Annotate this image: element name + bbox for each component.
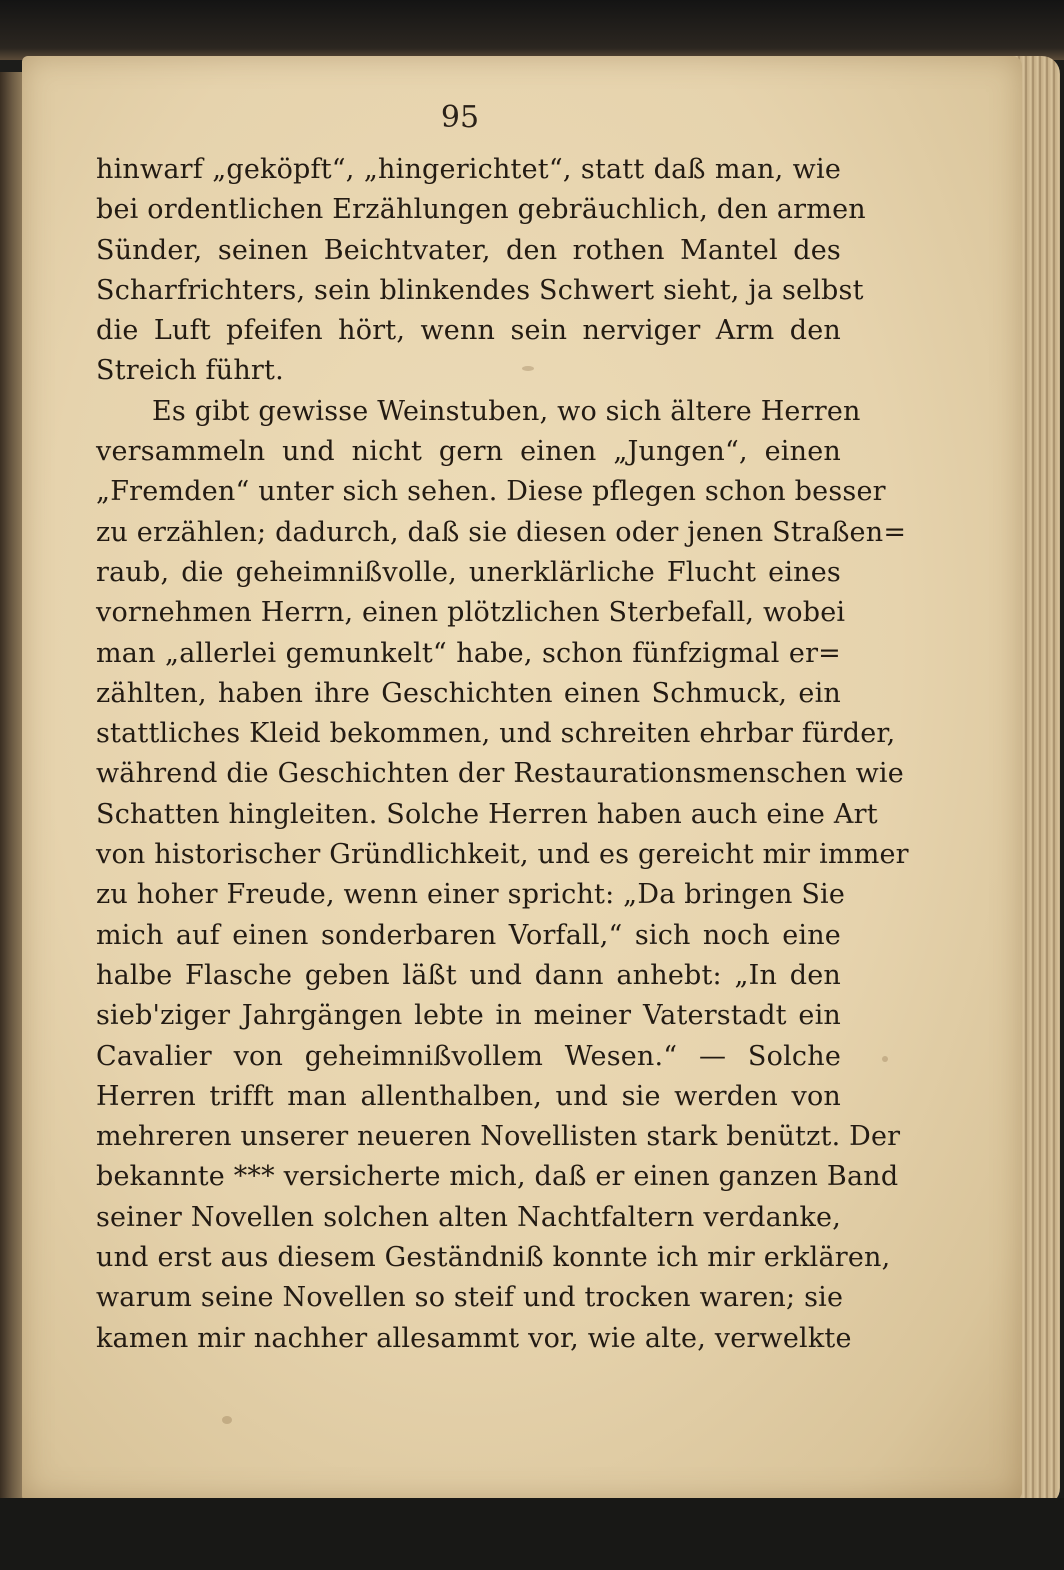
text-line: vornehmen Herrn, einen plötzlichen Sterbefall, wobei: [96, 597, 846, 629]
text-line: zu hoher Freude, wenn einer spricht: „Da bringen Sie: [96, 879, 846, 911]
text-line: Schatten hingleiten. Solche Herren haben auch eine Art: [96, 798, 878, 830]
text-line: raub, die geheimnißvolle, unerklärliche Flucht eines: [96, 556, 841, 588]
text-line: Herren trifft man allenthalben, und sie werden von: [96, 1080, 841, 1112]
text-line: zu erzählen; dadurch, daß sie diesen oder jenen Straßen=: [96, 516, 907, 548]
text-line: „Fremden“ unter sich sehen. Diese pflegen schon besser: [96, 476, 886, 508]
text-line: und erst aus diesem Geständniß konnte ich mir erklären,: [96, 1242, 891, 1274]
text-line: mich auf einen sonderbaren Vorfall,“ sich noch eine: [96, 919, 841, 951]
page-number: 95: [440, 100, 480, 135]
text-line: Cavalier von geheimnißvollem Wesen.“ — Solche: [96, 1040, 841, 1072]
text-line: hinwarf „geköpft“, „hingerichtet“, statt daß man, wie: [96, 154, 841, 185]
text-line: Es gibt gewisse Weinstuben, wo sich ältere Herren: [152, 395, 861, 427]
scan-background-top: [0, 0, 1064, 60]
text-line: Scharfrichters, sein blinkendes Schwert sieht, ja selbst: [96, 274, 864, 306]
text-line: seiner Novellen solchen alten Nachtfaltern verdanke,: [96, 1201, 841, 1233]
text-line: während die Geschichten der Restaurationsmenschen wie: [96, 758, 904, 790]
text-line: sieb'ziger Jahrgängen lebte in meiner Vaterstadt ein: [96, 1000, 841, 1032]
text-line: halbe Flasche geben läßt und dann anhebt: „In den: [96, 959, 841, 991]
text-line: zählten, haben ihre Geschichten einen Schmuck, ein: [96, 677, 841, 709]
scan-background-bottom: [0, 1498, 1064, 1570]
text-line: bei ordentlichen Erzählungen gebräuchlich, den armen: [96, 194, 866, 226]
text-line: kamen mir nachher allesammt vor, wie alte, verwelkte: [96, 1322, 852, 1354]
text-line: bekannte *** versicherte mich, daß er einen ganzen Band: [96, 1161, 899, 1193]
paper-stain: [882, 1056, 888, 1062]
text-line: man „allerlei gemunkelt“ habe, schon fünfzigmal er=: [96, 637, 841, 669]
body-text: [96, 150, 909, 1359]
text-line: Streich führt.: [96, 355, 284, 387]
text-line: die Luft pfeifen hört, wenn sein nerviger Arm den: [96, 315, 841, 347]
text-line: mehreren unserer neueren Novellisten stark benützt. Der: [96, 1121, 901, 1153]
text-line: von historischer Gründlichkeit, und es gereicht mir immer: [96, 839, 909, 871]
paper-stain: [222, 1416, 232, 1424]
text-line: versammeln und nicht gern einen „Jungen“, einen: [96, 436, 841, 468]
text-line: Sünder, seinen Beichtvater, den rothen Mantel des: [96, 234, 841, 266]
text-line: warum seine Novellen so steif und trocken waren; sie: [96, 1282, 844, 1314]
text-line: stattliches Kleid bekommen, und schreiten ehrbar fürder,: [96, 718, 896, 750]
